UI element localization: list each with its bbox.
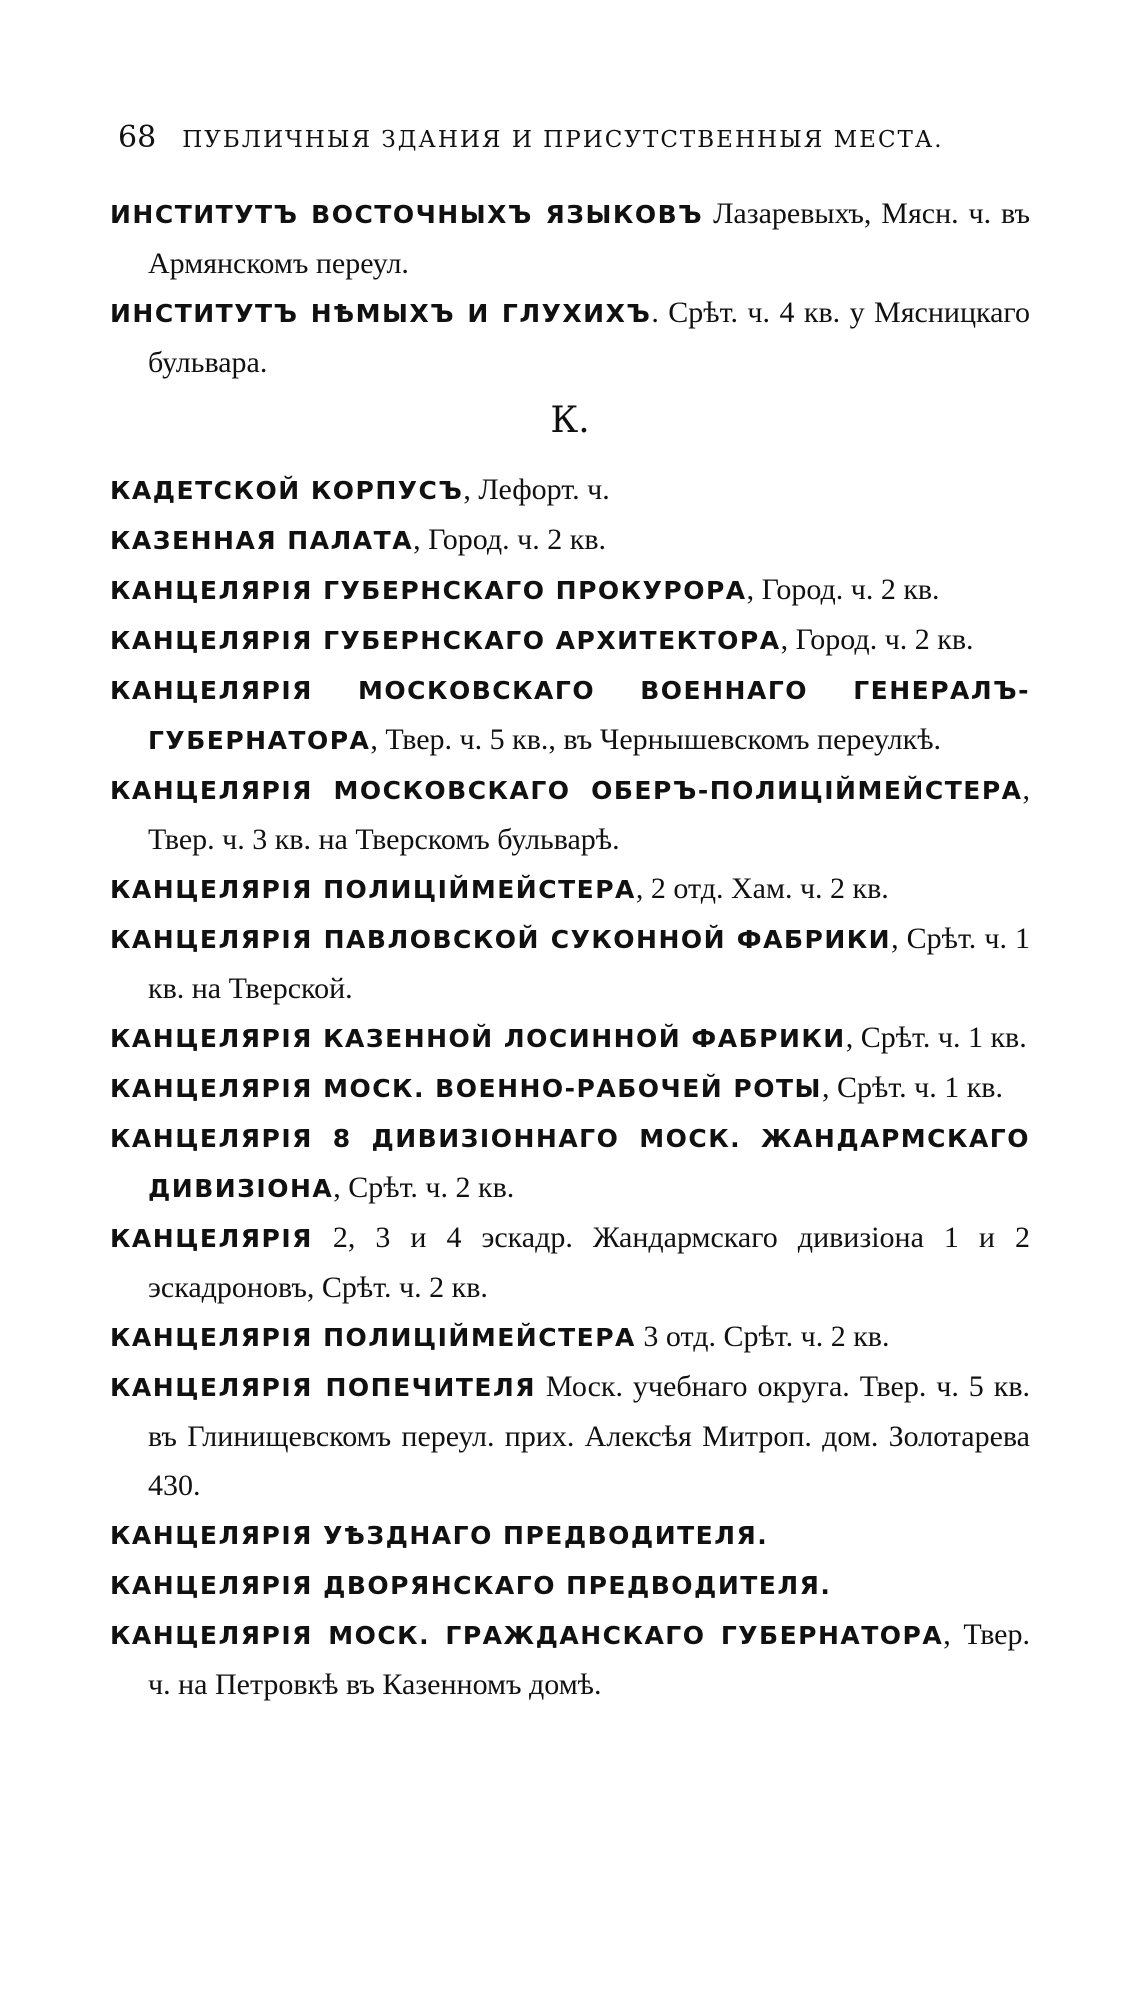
directory-entry — [110, 1362, 1030, 1510]
entry-details: , Лефорт. ч. — [463, 473, 610, 506]
directory-entry — [110, 665, 1030, 765]
entry-name: КАНЦЕЛЯРІЯ УѢЗДНАГО ПРЕДВОДИТЕЛЯ. — [110, 1521, 769, 1550]
entry-name: КАНЦЕЛЯРІЯ КАЗЕННОЙ ЛОСИННОЙ ФАБРИКИ — [110, 1024, 846, 1053]
entry-details: , Твер. ч. 3 кв. на Тверскомъ бульварѣ. — [148, 773, 1030, 856]
directory-entry — [110, 1013, 1030, 1063]
entry-details: , Срѣт. ч. 1 кв. на Тверской. — [148, 922, 1030, 1005]
entry-name: КАНЦЕЛЯРІЯ МОСКОВСКАГО ВОЕННАГО ГЕНЕРАЛЪ-ГУБЕРНАТОРА — [110, 676, 1030, 755]
entry-details: , Город. ч. 2 кв. — [746, 573, 940, 606]
running-head: ПУБЛИЧНЫЯ ЗДАНИЯ И ПРИСУТСТВЕННЫЯ МЕСТА. — [182, 127, 944, 153]
directory-entry — [110, 465, 1030, 515]
entry-name: КАНЦЕЛЯРІЯ ПОЛИЦIЙМЕЙСТЕРА — [110, 875, 636, 904]
entry-name: КАНЦЕЛЯРІЯ ГУБЕРНСКАГО ПРОКУРОРА — [110, 576, 747, 605]
entry-name: КАНЦЕЛЯРІЯ ПОЛИЦIЙМЕЙСТЕРА — [110, 1323, 636, 1352]
directory-entry — [110, 189, 1030, 288]
directory-entry — [110, 288, 1030, 387]
page-header — [118, 120, 1030, 155]
entry-name: ИНСТИТУТЪ НѢМЫХЪ И ГЛУХИХЪ — [110, 299, 652, 328]
entry-name: КАНЦЕЛЯРІЯ ПОПЕЧИТЕЛЯ — [110, 1373, 536, 1402]
directory-entry — [110, 1312, 1030, 1362]
entries-list-after — [110, 465, 1030, 1709]
entry-name: КАЗЕННАЯ ПАЛАТА — [110, 526, 414, 555]
entry-details: , Срѣт. ч. 2 кв. — [333, 1171, 515, 1204]
directory-entry — [110, 765, 1030, 864]
entry-name: КАНЦЕЛЯРІЯ ГУБЕРНСКАГО АРХИТЕКТОРА — [110, 626, 781, 655]
directory-entry — [110, 1610, 1030, 1709]
document-page — [110, 120, 1030, 1709]
directory-entry — [110, 1560, 1030, 1610]
directory-entry — [110, 1213, 1030, 1312]
entry-details: Моск. учебнаго округа. Твер. ч. 5 кв. въ Глинищевскомъ переул. прих. Алексѣя Митроп. дом. Золотарева 430. — [148, 1370, 1030, 1502]
directory-entry — [110, 1510, 1030, 1560]
directory-entry — [110, 1113, 1030, 1213]
entry-details: , Срѣт. ч. 1 кв. — [845, 1021, 1027, 1054]
entry-name: КАНЦЕЛЯРІЯ МОСК. ВОЕННО-РАБОЧЕЙ РОТЫ — [110, 1074, 822, 1103]
entry-name: КАНЦЕЛЯРІЯ МОСКОВСКАГО ОБЕРЪ-ПОЛИЦIЙМЕЙСТЕРА — [110, 776, 1023, 805]
entry-details: 2, 3 и 4 эскадр. Жандармскаго дивизіона 1 и 2 эскадроновъ, Срѣт. ч. 2 кв. — [148, 1221, 1030, 1304]
entry-name: КАНЦЕЛЯРІЯ МОСК. ГРАЖДАНСКАГО ГУБЕРНАТОРА — [110, 1621, 944, 1650]
entries-list-before — [110, 189, 1030, 387]
directory-entry — [110, 615, 1030, 665]
entry-name: КАНЦЕЛЯРІЯ — [110, 1224, 313, 1253]
directory-entry — [110, 914, 1030, 1013]
entry-details: , Город. ч. 2 кв. — [413, 523, 606, 556]
directory-entry — [110, 515, 1030, 565]
directory-entry — [110, 1063, 1030, 1113]
entry-name: КАДЕТСКОЙ КОРПУСЪ — [110, 476, 464, 505]
entry-name: КАНЦЕЛЯРІЯ ПАВЛОВСКОЙ СУКОННОЙ ФАБРИКИ — [110, 925, 892, 954]
directory-entry — [110, 565, 1030, 615]
entry-name: ИНСТИТУТЪ ВОСТОЧНЫХЪ ЯЗЫКОВЪ — [110, 200, 704, 229]
entry-details: Лазаревыхъ, Мясн. ч. въ Армянскомъ переул. — [148, 197, 1030, 280]
page-number: 68 — [118, 120, 157, 155]
entry-name: КАНЦЕЛЯРІЯ 8 ДИВИЗІОННАГО МОСК. ЖАНДАРМСКАГО ДИВИЗІОНА — [110, 1124, 1030, 1203]
entry-details: , 2 отд. Хам. ч. 2 кв. — [635, 872, 889, 905]
entry-details: , Твер. ч. 5 кв., въ Чернышевскомъ переулкѣ. — [370, 723, 941, 756]
entry-details: 3 отд. Срѣт. ч. 2 кв. — [635, 1320, 890, 1353]
section-letter: К. — [550, 400, 590, 441]
entry-details: , Город. ч. 2 кв. — [780, 623, 974, 656]
entry-details: , Твер. ч. на Петровкѣ въ Казенномъ домѣ. — [148, 1618, 1030, 1701]
entry-details: , Срѣт. ч. 1 кв. — [821, 1071, 1003, 1104]
entry-name: КАНЦЕЛЯРІЯ ДВОРЯНСКАГО ПРЕДВОДИТЕЛЯ. — [110, 1571, 832, 1600]
directory-entry — [110, 864, 1030, 914]
entry-details: . Срѣт. ч. 4 кв. у Мясницкаго бульвара. — [148, 296, 1030, 379]
